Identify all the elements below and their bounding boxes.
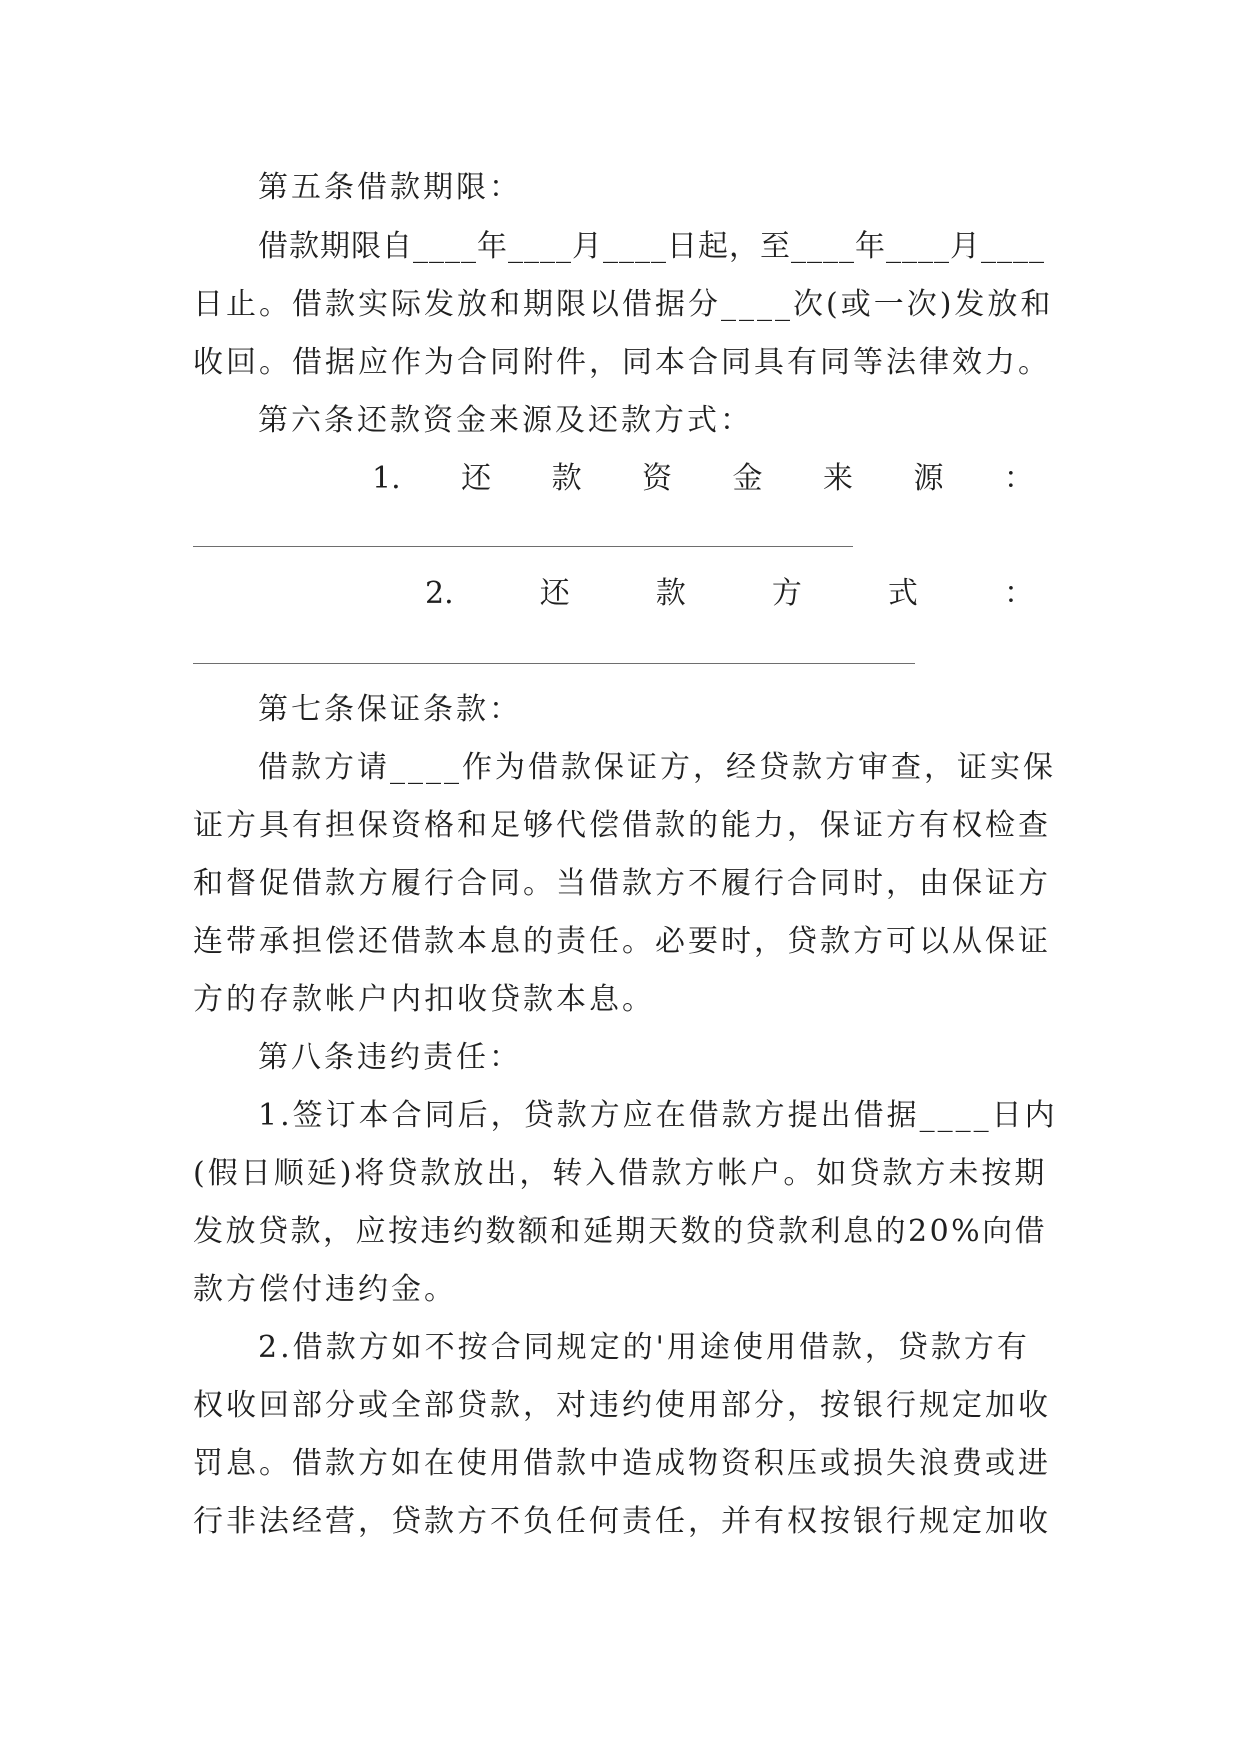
- item-char: 方: [771, 576, 802, 611]
- article-7-heading: 第七条保证条款：: [258, 692, 522, 727]
- repayment-method-item: [425, 574, 1034, 614]
- repayment-source-item: [372, 459, 1034, 499]
- item-char: ：: [1003, 576, 1034, 611]
- paragraph-line: 借款方请____作为借款保证方，经贷款方审查，证实保: [258, 750, 1056, 785]
- paragraph-line: 行非法经营，贷款方不负任何责任，并有权按银行规定加收: [193, 1504, 1051, 1539]
- item-char: 源: [913, 461, 944, 496]
- item-char: 还: [461, 461, 492, 496]
- paragraph-line: 方的存款帐户内扣收贷款本息。: [193, 982, 655, 1017]
- paragraph-line: 1.签订本合同后，贷款方应在借款方提出借据____日内: [258, 1098, 1058, 1133]
- paragraph-line: 款方偿付违约金。: [193, 1272, 457, 1307]
- paragraph-line: 罚息。借款方如在使用借款中造成物资积压或损失浪费或进: [193, 1446, 1051, 1481]
- paragraph-line: 2.借款方如不按合同规定的'用途使用借款，贷款方有: [258, 1330, 1030, 1365]
- blank-fill-line: [193, 663, 915, 664]
- paragraph-line: 日止。借款实际发放和期限以借据分____次(或一次)发放和: [193, 287, 1054, 322]
- paragraph-line: 借款期限自____年____月____日起，至____年____月____: [258, 229, 1045, 264]
- paragraph-line: 和督促借款方履行合同。当借款方不履行合同时，由保证方: [193, 866, 1051, 901]
- item-char: 金: [732, 461, 763, 496]
- item-char: 来: [822, 461, 853, 496]
- item-char: 款: [655, 576, 686, 611]
- article-6-heading: 第六条还款资金来源及还款方式：: [258, 403, 753, 438]
- item-char: 式: [887, 576, 918, 611]
- paragraph-line: 收回。借据应作为合同附件，同本合同具有同等法律效力。: [193, 345, 1051, 380]
- paragraph-line: 发放贷款，应按违约数额和延期天数的贷款利息的20%向借: [193, 1214, 1048, 1249]
- item-number: 1.: [372, 461, 401, 496]
- paragraph-line: 证方具有担保资格和足够代偿借款的能力，保证方有权检查: [193, 808, 1051, 843]
- item-number: 2.: [425, 576, 454, 611]
- item-char: 款: [551, 461, 582, 496]
- article-8-heading: 第八条违约责任：: [258, 1040, 522, 1075]
- item-char: 还: [539, 576, 570, 611]
- item-char: 资: [642, 461, 673, 496]
- article-5-heading: 第五条借款期限：: [258, 170, 522, 205]
- item-char: ：: [1003, 461, 1034, 496]
- paragraph-line: 连带承担偿还借款本息的责任。必要时，贷款方可以从保证: [193, 924, 1051, 959]
- paragraph-line: 权收回部分或全部贷款，对违约使用部分，按银行规定加收: [193, 1388, 1051, 1423]
- blank-fill-line: [193, 546, 853, 547]
- paragraph-line: (假日顺延)将贷款放出，转入借款方帐户。如贷款方未按期: [193, 1156, 1048, 1191]
